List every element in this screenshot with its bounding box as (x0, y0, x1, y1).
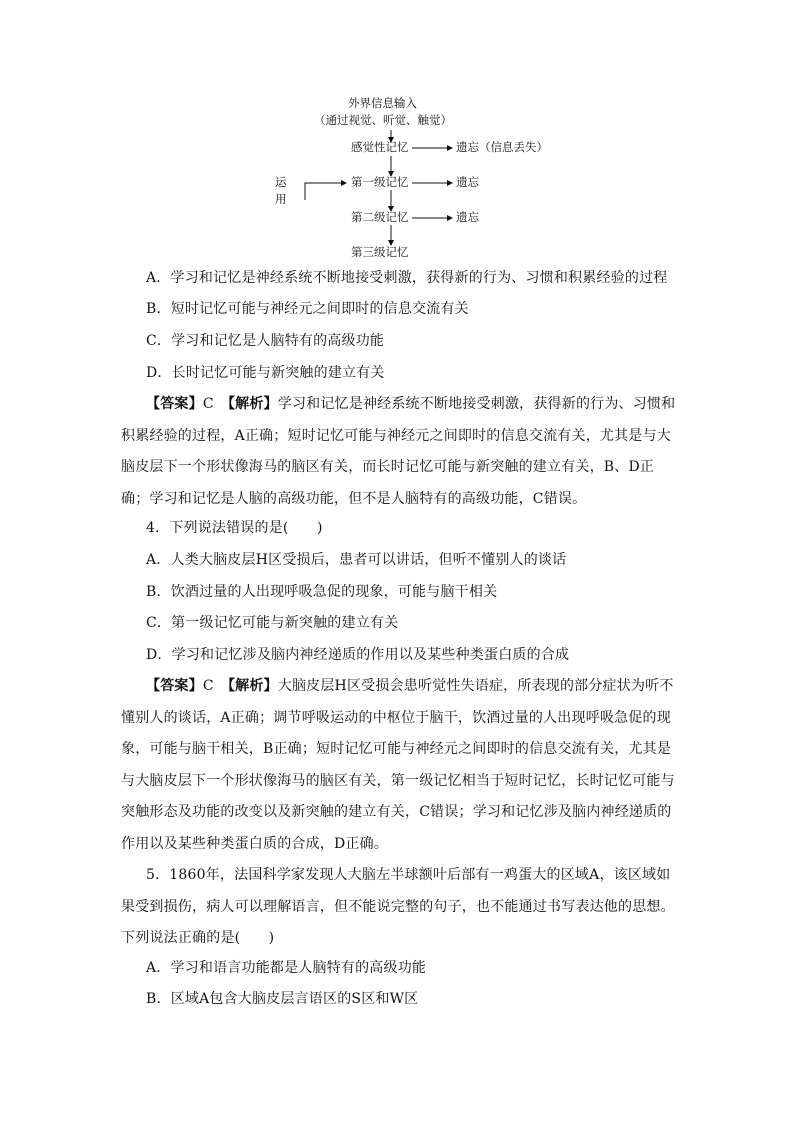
answer-label: 【答案】 (146, 678, 203, 694)
q5-option-a: A．学习和语言功能都是人脑特有的高级功能 (146, 960, 427, 976)
answer-label: 【答案】 (146, 396, 203, 412)
q4-option-d: D．学习和记忆涉及脑内神经递质的作用以及某些种类蛋白质的合成 (146, 647, 570, 663)
memory-flow-diagram (260, 90, 560, 265)
forget-label-2: 遗忘 (456, 175, 479, 189)
q4-answer-analysis (121, 671, 681, 860)
q4-option-c: C．第一级记忆可能与新突触的建立有关 (146, 615, 399, 631)
q5-stem: 5．1860年，法国科学家发现人大脑左半球额叶后部有一鸡蛋大的区域A，该区域如果受到损伤，病人可以理解语言，但不能说完整的句子，也不能通过书写表达他的思想。下列说法正确的是( ) (121, 867, 675, 946)
q3-option-b: B．短时记忆可能与神经元之间即时的信息交流有关 (146, 301, 469, 317)
input-title: 外界信息输入 (348, 96, 417, 110)
analysis-text: 学习和记忆是神经系统不断地接受刺激，获得新的行为、习惯和积累经验的过程，A正确；短时记忆可能与神经元之间即时的信息交流有关，尤其是与大脑皮层下一个形状像海马的脑区有关，而长时记忆可能与新突触的建立有关，B、D正确；学习和记忆是人脑的高级功能，但不是人脑特有的高级功能，C错误。 (121, 396, 676, 507)
use-label-top: 运 (275, 175, 287, 189)
analysis-label: 【解析】 (227, 678, 278, 694)
q3-answer-analysis (121, 389, 681, 515)
q3-option-d: D．长时记忆可能与新突触的建立有关 (146, 365, 385, 381)
use-label-bottom: 用 (275, 192, 287, 206)
third-memory-label: 第三级记忆 (351, 245, 409, 259)
analysis-text: 大脑皮层H区受损会患听觉性失语症，所表现的部分症状为听不懂别人的谈话，A正确；调节呼吸运动的中枢位于脑干，饮酒过量的人出现呼吸急促的现象，可能与脑干相关，B正确；短时记忆可能与神经元之间即时的信息交流有关，尤其是与大脑皮层下一个形状像海马的脑区有关，第一级记忆相当于短时记忆，长时记忆可能与突触形态及功能的改变以及新突触的建立有关，C错误；学习和记忆涉及脑内神经递质的作用以及某些种类蛋白质的合成，D正确。 (121, 678, 675, 852)
analysis-label: 【解析】 (227, 396, 278, 412)
q4-stem: 4．下列说法错误的是( ) (146, 520, 323, 536)
q3-option-c: C．学习和记忆是人脑特有的高级功能 (146, 333, 385, 349)
input-subtitle: （通过视觉、听觉、触觉） (314, 113, 452, 127)
answer-value: C (202, 678, 228, 694)
answer-value: C (202, 396, 228, 412)
sensory-memory-label: 感觉性记忆 (351, 140, 409, 154)
forget-label-3: 遗忘 (456, 210, 479, 224)
forget-info-lost-label: 遗忘（信息丢失） (456, 140, 548, 154)
q3-option-a: A．学习和记忆是神经系统不断地接受刺激，获得新的行为、习惯和积累经验的过程 (146, 270, 668, 286)
second-memory-label: 第二级记忆 (351, 210, 409, 224)
q4-option-a: A．人类大脑皮层H区受损后，患者可以讲话，但听不懂别人的谈话 (146, 552, 567, 568)
q5-option-b: B．区域A包含大脑皮层言语区的S区和W区 (146, 991, 419, 1007)
q4-option-b: B．饮酒过量的人出现呼吸急促的现象，可能与脑干相关 (146, 584, 498, 600)
first-memory-label: 第一级记忆 (351, 175, 409, 189)
